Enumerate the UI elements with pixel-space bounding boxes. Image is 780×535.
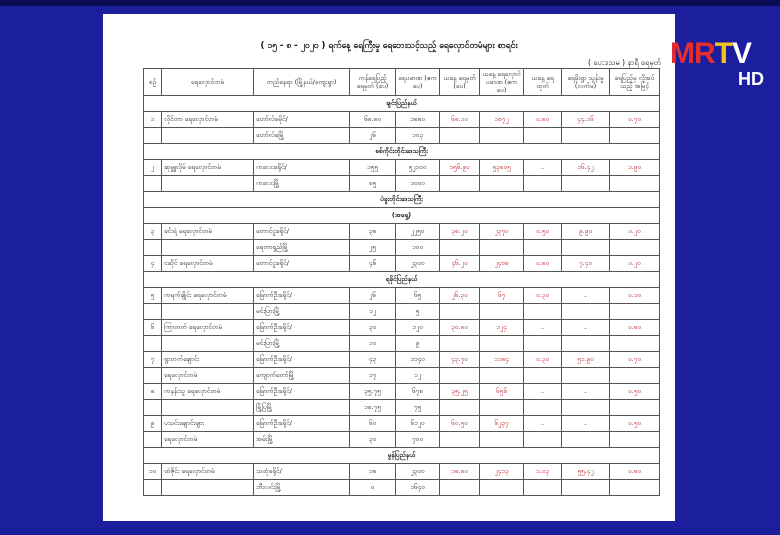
table-cell	[440, 304, 480, 320]
table-cell: ၁၂၀	[396, 320, 440, 336]
table-cell: -	[562, 416, 610, 432]
table-cell	[480, 400, 524, 416]
table-cell: ၁၁၄၀	[396, 352, 440, 368]
table-cell: ၀.၃၀	[524, 288, 562, 304]
column-header: ကန်ရေပြည့်ရေမှတ် (ပေ)	[350, 69, 396, 96]
table-body	[144, 96, 660, 496]
table-cell	[440, 480, 480, 496]
table-cell: ၀.၈၀	[524, 256, 562, 272]
table-cell: ၅	[144, 288, 162, 304]
table-cell	[610, 368, 660, 384]
table-row	[144, 176, 660, 192]
table-cell: ၀.၈၀	[610, 464, 660, 480]
table-cell: ၂၄၁၃	[480, 464, 524, 480]
table-cell: ရေလှောင်တမံ	[162, 368, 254, 384]
table-cell	[162, 128, 254, 144]
table-cell: ကလေးမြို့	[254, 176, 350, 192]
table-cell: ၁၈	[350, 464, 396, 480]
section-label: စစ်ကိုင်းတိုင်းဒေသကြီး	[144, 144, 660, 160]
table-cell: ၄	[144, 256, 162, 272]
table-cell: ရေလှောင်တမံ	[162, 432, 254, 448]
table-cell	[610, 304, 660, 320]
table-cell: ၉	[144, 416, 162, 432]
table-cell: ၇.၄၀	[562, 256, 610, 272]
table-row	[144, 352, 660, 368]
table-cell: ၁	[144, 112, 162, 128]
table-cell: လိုင်တာ ရေလှောင်တမံ	[162, 112, 254, 128]
table-cell: ၁၂	[350, 304, 396, 320]
table-cell: မြောက်ဦးခရိုင်/	[254, 320, 350, 336]
table-row	[144, 256, 660, 272]
section-label: (အရှေ့)	[144, 208, 660, 224]
table-cell: ကျောက်တော်မြို့	[254, 368, 350, 384]
table-cell	[144, 128, 162, 144]
table-cell	[440, 400, 480, 416]
table-cell: ၂၃၀၀	[396, 464, 440, 480]
table-cell: ၃၅.၂၅	[440, 384, 480, 400]
table-cell: ၃၀.၈၀	[440, 320, 480, 336]
table-cell: ၂၃၀၀	[396, 256, 440, 272]
table-cell: ၁၈.၈၀	[440, 464, 480, 480]
table-cell	[524, 240, 562, 256]
table-cell: ၀.၃၀	[524, 352, 562, 368]
table-cell: ၆၀.၅၀	[440, 416, 480, 432]
table-cell: ၁၈၈၀	[396, 112, 440, 128]
table-cell	[524, 400, 562, 416]
table-cell: ၂၆	[350, 128, 396, 144]
table-cell: မင်းပြားမြို့	[254, 336, 350, 352]
table-cell: ထဲဇိုင်း ရေလှောင်တမံ	[162, 464, 254, 480]
table-cell: ၀.၇၀	[610, 112, 660, 128]
table-cell	[524, 336, 562, 352]
table-cell: ပသင်းချောင်းများ	[162, 416, 254, 432]
table-cell: ၀.၇၀	[610, 352, 660, 368]
table-cell: ၂၆.၃၀	[440, 288, 480, 304]
table-cell	[610, 240, 660, 256]
table-cell: ၈	[144, 384, 162, 400]
table-cell: -	[524, 160, 562, 176]
table-cell: ၇၀၀	[396, 432, 440, 448]
table-cell: ၆၇	[480, 288, 524, 304]
table-row	[144, 288, 660, 304]
table-cell: ၀.၅၀	[610, 416, 660, 432]
unit-note: ( ပေ:ဒသမ ) နာရီ ရေမှတ်	[588, 58, 661, 67]
table-cell: ၃	[144, 224, 162, 240]
table-cell: -	[524, 320, 562, 336]
table-cell	[524, 368, 562, 384]
table-cell	[162, 176, 254, 192]
table-cell: ကြာတက် ရေလှောင်တမံ	[162, 320, 254, 336]
table-cell: ၁၅၆.၉၀	[440, 160, 480, 176]
table-cell	[524, 480, 562, 496]
table-cell: ကနန်းသူ ရေလှောင်တမံ	[162, 384, 254, 400]
table-cell	[562, 400, 610, 416]
column-header: တည်နေရာ (မြို့နယ်/ကျေးရွာ)	[254, 69, 350, 96]
section-label: ချင်းပြည်နယ်	[144, 96, 660, 112]
table-cell: ၁၀၃	[396, 128, 440, 144]
mrtv-logo: MRTV HD	[670, 37, 764, 89]
top-bar	[0, 0, 780, 6]
table-cell	[144, 176, 162, 192]
table-cell	[162, 240, 254, 256]
table-cell: မြောက်ဦးခရိုင်/	[254, 384, 350, 400]
table-cell: ၆၁၂၀	[396, 416, 440, 432]
table-cell: ကရက်ချိုင်း ရေလှောင်တမံ	[162, 288, 254, 304]
table-cell: ၃၀	[350, 320, 396, 336]
table-cell: -	[562, 288, 610, 304]
table-cell: ၁.၀၃	[524, 464, 562, 480]
table-cell: ၀.၁၀	[610, 288, 660, 304]
table-cell	[440, 368, 480, 384]
table-cell: ၂၂၅၀	[396, 224, 440, 240]
table-cell	[524, 432, 562, 448]
table-cell: ၁.၉၀	[610, 160, 660, 176]
table-cell: ဟော်လ်ခမိုင်/	[254, 112, 350, 128]
document-page	[103, 14, 675, 521]
table-cell	[562, 304, 610, 320]
table-cell: ၄၄.၁၆	[562, 112, 610, 128]
table-cell: ၆၅	[396, 288, 440, 304]
table-cell: ၇	[144, 352, 162, 368]
column-header: ရေပမာဏ (ဧကပေ)	[396, 69, 440, 96]
column-header: ယနေ့ ရေ ထုတ်	[524, 69, 562, 96]
section-row	[144, 96, 660, 112]
table-cell: -	[562, 320, 610, 336]
table-cell	[610, 400, 660, 416]
table-cell: ၁၀	[350, 336, 396, 352]
table-cell	[524, 304, 562, 320]
table-row	[144, 432, 660, 448]
section-row	[144, 208, 660, 224]
section-label: ပဲခူးတိုင်းဒေသကြီး	[144, 192, 660, 208]
table-cell: ၂၆	[350, 288, 396, 304]
reservoir-table	[143, 68, 660, 496]
table-cell: ၆၂၃၇	[480, 416, 524, 432]
column-header: ရေမိုးရွာ သွန်းမှု (လက်မ)	[562, 69, 610, 96]
table-cell: ၄၃	[350, 352, 396, 368]
table-cell: ၂၄၀၈	[480, 256, 524, 272]
table-cell: ၂	[144, 160, 162, 176]
table-cell: ၄၆	[350, 256, 396, 272]
table-cell	[480, 432, 524, 448]
table-cell	[610, 336, 660, 352]
table-cell	[480, 480, 524, 496]
table-cell	[144, 432, 162, 448]
table-cell: ခင်းရဲ ရေလှောင်တမံ	[162, 224, 254, 240]
table-cell: ၀	[350, 480, 396, 496]
table-cell	[610, 480, 660, 496]
table-cell	[144, 304, 162, 320]
table-cell	[162, 400, 254, 416]
table-cell: ၆	[144, 320, 162, 336]
table-cell: တောင်ငူခရိုင်/	[254, 224, 350, 240]
table-cell	[562, 128, 610, 144]
table-cell	[610, 176, 660, 192]
table-cell	[524, 176, 562, 192]
table-cell	[144, 400, 162, 416]
table-cell	[480, 176, 524, 192]
table-row	[144, 336, 660, 352]
table-cell: -	[524, 416, 562, 432]
table-cell: ၁၀၀	[396, 240, 440, 256]
table-cell: မြို့ပြမြို့	[254, 400, 350, 416]
table-cell	[480, 368, 524, 384]
section-label: မွန်ပြည်နယ်	[144, 448, 660, 464]
table-cell: ဘီးလင်းမြို့	[254, 480, 350, 496]
table-cell	[610, 432, 660, 448]
table-cell	[480, 128, 524, 144]
table-cell: ရွာတက်ချောင်း	[162, 352, 254, 368]
column-header: ယနေ့ ရေလှောင် ပမာဏ (ဧကပေ)	[480, 69, 524, 96]
table-cell: ၁၈.၇၅	[350, 400, 396, 416]
table-cell	[480, 336, 524, 352]
table-cell: မြောက်ဦးခရိုင်/	[254, 352, 350, 368]
table-cell: ၁၂၄	[480, 320, 524, 336]
table-cell	[162, 336, 254, 352]
table-cell: ၅၃၈၀၅	[480, 160, 524, 176]
table-cell: ၄၆.၂၀	[440, 256, 480, 272]
table-cell: ၂၃၇၀	[480, 224, 524, 240]
table-cell: ၀.၂၀	[610, 256, 660, 272]
document-title: ( ၁၅ - ၈ - ၂၀၂၀ ) ရက်နေ့ ရေကြီးမှု ရေဘေးသင့်သည့် ရေလှောင်တမံများ စာရင်း	[260, 41, 518, 51]
table-cell	[440, 128, 480, 144]
table-cell	[440, 432, 480, 448]
table-cell: ၅၂၁၀၀	[396, 160, 440, 176]
column-header: ယနေ့ ရေမှတ် (ပေ)	[440, 69, 480, 96]
table-cell	[480, 240, 524, 256]
table-cell: ၁၀	[144, 464, 162, 480]
table-row	[144, 304, 660, 320]
column-header: စဉ်	[144, 69, 162, 96]
table-cell: ၈၅	[350, 176, 396, 192]
table-cell	[440, 336, 480, 352]
table-cell: ၀.၅၀	[610, 384, 660, 400]
section-row	[144, 144, 660, 160]
table-cell: ၆၈.၁၀	[440, 112, 480, 128]
column-header: ရေပြည့်မှ လိုအပ်သည့် အမြင့်	[610, 69, 660, 96]
table-cell: ၀.၈၀	[610, 320, 660, 336]
table-header-row	[144, 69, 660, 96]
table-cell	[144, 368, 162, 384]
table-cell	[162, 480, 254, 496]
table-row	[144, 384, 660, 400]
table-row	[144, 368, 660, 384]
table-cell: ၇၅	[396, 400, 440, 416]
table-row	[144, 320, 660, 336]
table-cell: ၅၁.၉၀	[562, 352, 610, 368]
table-cell: မင်းပြားမြို့	[254, 304, 350, 320]
table-cell: ၁၆၄၀	[396, 480, 440, 496]
table-cell: ရေတာရှည်မြို့	[254, 240, 350, 256]
table-cell	[440, 240, 480, 256]
table-cell: -	[524, 384, 562, 400]
table-cell: ၁၈၇၂	[480, 112, 524, 128]
table-row	[144, 464, 660, 480]
table-cell: ၂၅	[350, 240, 396, 256]
table-cell: ၁၂	[396, 368, 440, 384]
table-cell: ၆၅၆	[480, 384, 524, 400]
table-cell: ၉	[396, 336, 440, 352]
table-cell	[562, 240, 610, 256]
table-cell	[144, 480, 162, 496]
table-cell	[562, 176, 610, 192]
table-cell	[440, 176, 480, 192]
section-row	[144, 448, 660, 464]
table-cell: ၁၆.၄၂	[562, 160, 610, 176]
table-cell: ၃၈.၂၀	[440, 224, 480, 240]
table-cell: ၃၀	[350, 432, 396, 448]
table-cell: ငဆိုင် ရေလှောင်တမံ	[162, 256, 254, 272]
table-cell: ၀.၂၀	[610, 224, 660, 240]
table-cell: ၁၅၅	[350, 160, 396, 176]
table-cell: ၃၅.၇၅	[350, 384, 396, 400]
table-row	[144, 400, 660, 416]
table-cell: သထုံခရိုင်/	[254, 464, 350, 480]
table-row	[144, 160, 660, 176]
table-cell: ၆၈.၈၀	[350, 112, 396, 128]
table-cell: ၁၁၈၄	[480, 352, 524, 368]
table-row	[144, 112, 660, 128]
section-row	[144, 192, 660, 208]
table-cell: ဆုမ္ဗူလိုမ် ရေလှောင်တမံ	[162, 160, 254, 176]
table-cell: အမ်းမြို့	[254, 432, 350, 448]
table-cell: ဟော်လ်ခမြို့	[254, 128, 350, 144]
table-cell: -	[562, 384, 610, 400]
table-cell: ၀.၅၀	[524, 224, 562, 240]
table-cell: ၁၇	[350, 368, 396, 384]
table-cell	[562, 480, 610, 496]
table-cell	[562, 368, 610, 384]
table-cell	[144, 336, 162, 352]
table-cell	[524, 128, 562, 144]
section-row	[144, 272, 660, 288]
table-cell	[162, 304, 254, 320]
table-cell: မြောက်ဦးခရိုင်/	[254, 416, 350, 432]
table-cell: ၉.၉၀	[562, 224, 610, 240]
table-cell: ၀.၈၀	[524, 112, 562, 128]
section-label: ရခိုင်ပြည်နယ်	[144, 272, 660, 288]
table-cell: ၆၀	[350, 416, 396, 432]
table-cell	[562, 336, 610, 352]
table-cell: တောင်ငူခရိုင်/	[254, 256, 350, 272]
table-cell	[562, 432, 610, 448]
table-cell: ၁၀၀၀	[396, 176, 440, 192]
table-cell	[610, 128, 660, 144]
table-cell	[480, 304, 524, 320]
table-cell: ၆၇၈	[396, 384, 440, 400]
table-cell	[144, 240, 162, 256]
table-row	[144, 240, 660, 256]
table-row	[144, 224, 660, 240]
table-row	[144, 416, 660, 432]
table-cell: ကလေးခရိုင်/	[254, 160, 350, 176]
table-cell: ၅	[396, 304, 440, 320]
table-cell: ၄၃.၇၀	[440, 352, 480, 368]
table-row	[144, 480, 660, 496]
table-cell: ၃၈	[350, 224, 396, 240]
table-cell: မြောက်ဦးခရိုင်/	[254, 288, 350, 304]
table-cell: ၅၅.၄၂	[562, 464, 610, 480]
column-header: ရေလှောင်တမံ	[162, 69, 254, 96]
table-row	[144, 128, 660, 144]
